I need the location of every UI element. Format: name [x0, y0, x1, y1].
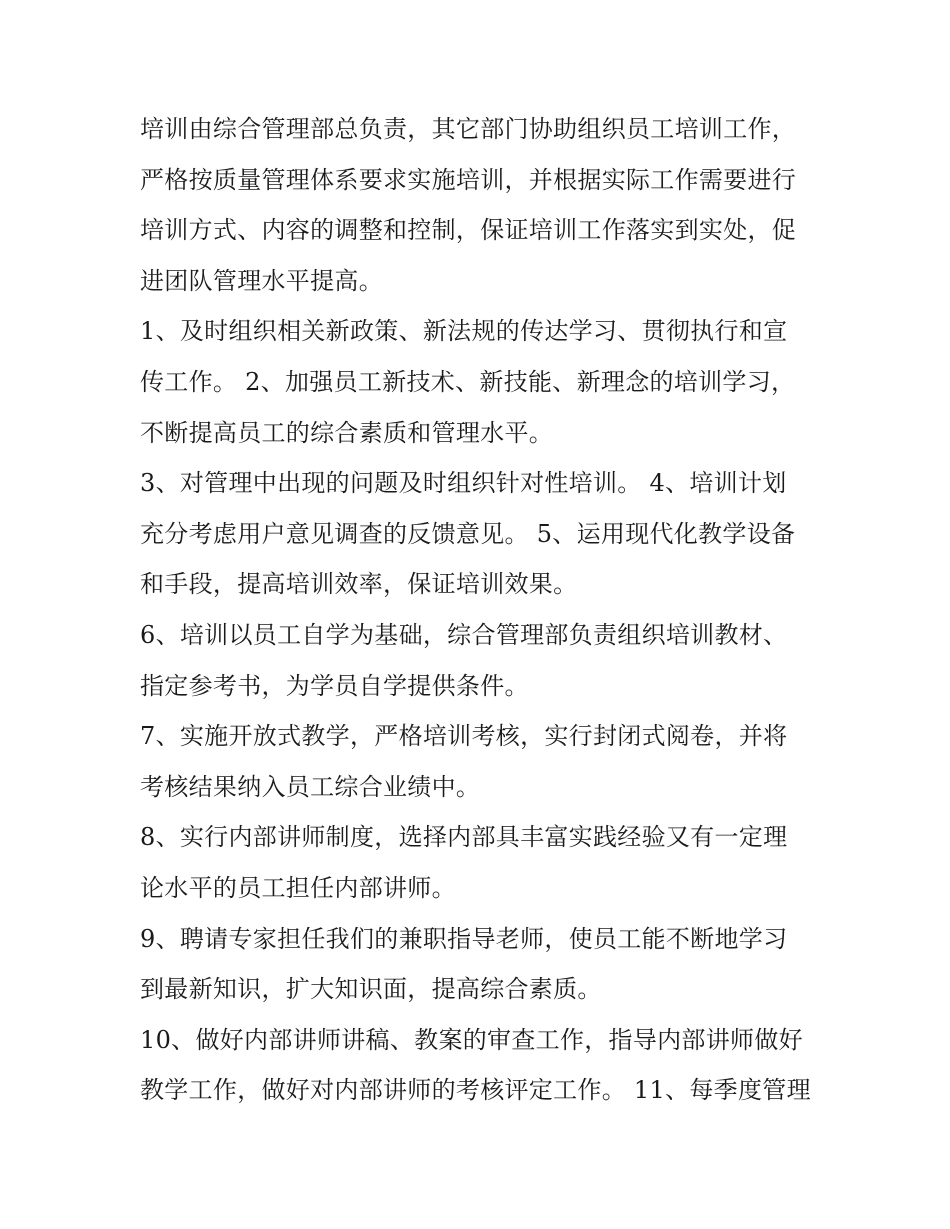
text-line: 指定参考书，为学员自学提供条件。	[140, 671, 529, 700]
text-line: 1、及时组织相关新政策、新法规的传达学习、贯彻执行和宣	[140, 317, 788, 346]
text-line: 传工作。 2、加强员工新技术、新技能、新理念的培训学习，	[140, 367, 796, 396]
text-line: 3、对管理中出现的问题及时组织针对性培训。 4、培训计划	[140, 469, 787, 498]
text-line: 8、实行内部讲师制度，选择内部具丰富实践经验又有一定理	[140, 823, 788, 852]
text-line: 6、培训以员工自学为基础，综合管理部负责组织培训教材、	[140, 620, 788, 649]
text-line: 9、聘请专家担任我们的兼职指导老师，使员工能不断地学习	[140, 924, 788, 953]
text-line: 教学工作，做好对内部讲师的考核评定工作。 11、每季度管理	[140, 1076, 811, 1105]
text-line: 不断提高员工的综合素质和管理水平。	[140, 418, 554, 447]
text-line: 严格按质量管理体系要求实施培训，并根据实际工作需要进行	[140, 165, 797, 194]
text-line: 培训方式、内容的调整和控制，保证培训工作落实到实处，促	[140, 216, 797, 245]
text-line: 论水平的员工担任内部讲师。	[140, 873, 456, 902]
text-line: 7、实施开放式教学，严格培训考核，实行封闭式阅卷，并将	[140, 722, 788, 751]
text-line: 培训由综合管理部总负责，其它部门协助组织员工培训工作，	[140, 115, 797, 143]
text-line: 到最新知识，扩大知识面，提高综合素质。	[140, 975, 602, 1004]
text-line: 考核结果纳入员工综合业绩中。	[140, 772, 481, 801]
text-line: 和手段，提高培训效率，保证培训效果。	[140, 570, 578, 599]
body-text	[140, 104, 830, 1116]
text-line: 进团队管理水平提高。	[140, 266, 383, 295]
text-line: 10、做好内部讲师讲稿、教案的审查工作，指导内部讲师做好	[140, 1025, 803, 1054]
text-line: 充分考虑用户意见调查的反馈意见。 5、运用现代化教学设备	[140, 519, 796, 548]
